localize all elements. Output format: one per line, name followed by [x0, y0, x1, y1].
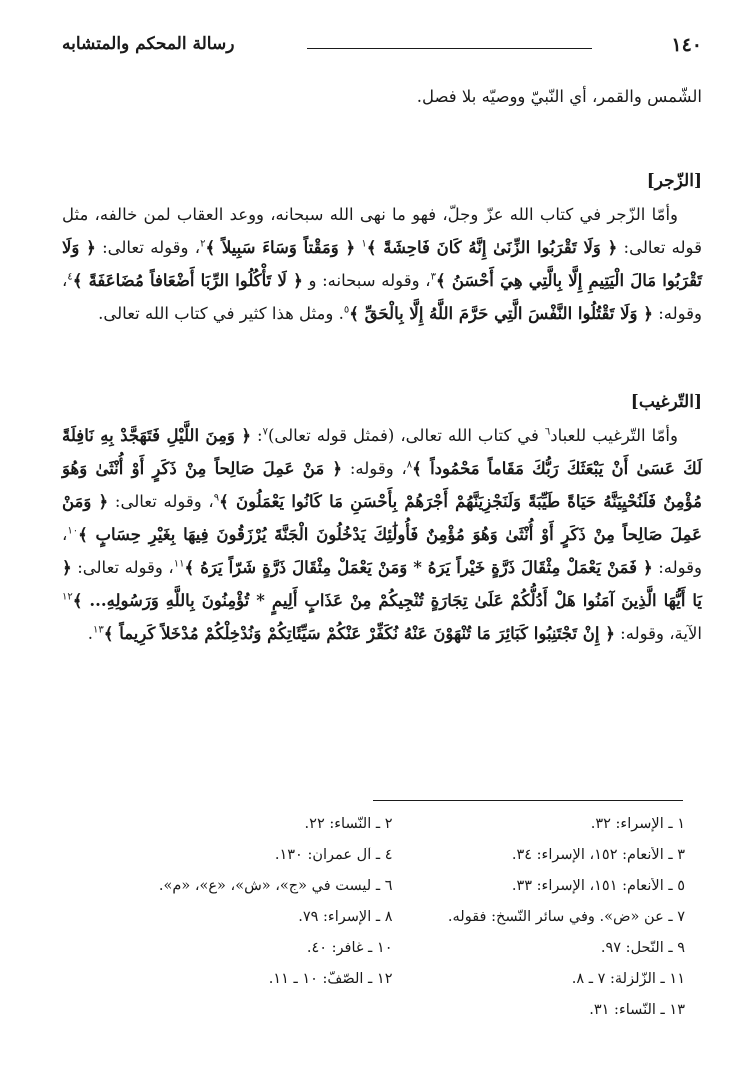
- quran-verse: ﴿ فَمَنْ يَعْمَلْ مِثْقَالَ ذَرَّةٍ خَيْراً يَرَهُ * وَمَنْ يَعْمَلْ مِثْقَالَ ذَرَّةٍ شَرّاً يَرَهُ ﴾: [185, 558, 653, 577]
- footnote-ref: ٣: [430, 271, 436, 283]
- footnote-ref: ٢: [200, 238, 206, 250]
- quran-verse: ﴿ يَا أَيُّهَا الَّذِينَ آمَنُوا هَلْ أَدُلُّكُمْ عَلَىٰ تِجَارَةٍ تُنْجِيكُمْ مِنْ عَذَابٍ أَلِيمٍ * تُؤْمِنُونَ بِاللَّهِ وَرَسُولِهِ... ﴾: [62, 558, 702, 610]
- zajr-text-5: . ومثل هذا كثير في كتاب الله تعالى.: [98, 304, 344, 323]
- main-text: [62, 80, 702, 650]
- quran-verse: ﴿ إِنْ تَجْتَنِبُوا كَبَائِرَ مَا تُنْهَوْنَ عَنْهُ نُكَفِّرْ عَنْكُمْ سَيِّئَاتِكُمْ وَنُدْخِلْكُمْ مُدْخَلاً كَرِيماً ﴾: [104, 624, 615, 643]
- targhib-text-6: ، وقوله تعالى:: [77, 558, 174, 577]
- quran-verse: ﴿ وَلَا تَقْرَبُوا الزِّنَىٰ إِنَّهُ كَانَ فَاحِشَةً ﴾: [367, 238, 617, 257]
- targhib-text-4: ، وقوله تعالى:: [114, 492, 214, 511]
- footnote-item: ١٣ ـ النّساء: ٣١.: [589, 1002, 685, 1018]
- footnote-ref: ٧: [262, 426, 268, 438]
- footnote-ref: ٩: [213, 492, 220, 504]
- footnote-item: ١ ـ الإسراء: ٣٢.: [590, 816, 685, 832]
- quran-verse: ﴿ لَا تَأْكُلُوا الرِّبَا أَضْعَافاً مُضَاعَفَةً ﴾: [73, 271, 303, 290]
- section-heading-targhib: [التّرغيب]: [630, 392, 702, 412]
- page-number: ١٤٠: [671, 34, 702, 56]
- quran-verse: ﴿ وَمِنَ اللَّيْلِ فَتَهَجَّدْ بِهِ نَافِلَةً لَكَ عَسَىٰ أَنْ يَبْعَثَكَ رَبُّكَ مَقَاماً مَحْمُوداً ﴾: [62, 426, 702, 478]
- targhib-colon: :: [257, 426, 263, 445]
- footnote-item: ٤ ـ آل عمران: ١٣٠.: [274, 847, 393, 863]
- footnote-ref: ١١: [173, 558, 185, 570]
- quran-verse: ﴿ مَنْ عَمِلَ صَالِحاً مِنْ ذَكَرٍ أَوْ أُنْثَىٰ وَهُوَ مُؤْمِنٌ فَلَنُحْيِيَنَّهُ حَيَاةً طَيِّبَةً وَلَنَجْزِيَنَّهُمْ أَجْرَهُمْ بِأَحْسَنِ مَا كَانُوا يَعْمَلُونَ ﴾: [62, 459, 702, 511]
- targhib-text-1: وأمّا التّرغيب للعباد: [550, 426, 678, 445]
- footnote-item: ١٠ ـ غافر: ٤٠.: [306, 940, 393, 956]
- zajr-text-3: ، وقوله سبحانه: و: [308, 271, 431, 290]
- footnote-ref: ١٣: [93, 624, 104, 636]
- footnote-ref: ٥: [343, 304, 350, 316]
- footnote-ref: ١٠: [67, 525, 79, 537]
- footnote-item: ٣ ـ الأنعام: ١٥٢، الإسراء: ٣٤.: [511, 847, 685, 863]
- footnote-item: ٨ ـ الإسراء: ٧٩.: [298, 909, 393, 925]
- footnote-item: ٦ ـ ليست في «ج»، «ش»، «ع»، «م».: [158, 878, 393, 894]
- zajr-text-1: وأمّا الزّجر في كتاب الله عزّ وجلّ، فهو ما نهى الله سبحانه، ووعد العقاب لمن خالفه، مثل قوله تعالى:: [62, 205, 702, 257]
- footnote-ref: ٦: [544, 426, 551, 438]
- targhib-text-7: الآية، وقوله:: [620, 624, 702, 643]
- footnote-item: ١١ ـ الزّلزلة: ٧ ـ ٨.: [571, 971, 685, 987]
- footnote-ref: ٨: [406, 459, 413, 471]
- page-header: [62, 34, 702, 60]
- footnote-item: ٧ ـ عن «ض». وفي سائر النّسخ: فقوله.: [447, 909, 685, 925]
- targhib-text-8: .: [87, 624, 94, 643]
- targhib-paragraph: [62, 419, 702, 650]
- targhib-text-2: في كتاب الله تعالى، (فمثل قوله تعالى): [267, 426, 539, 445]
- header-rule: [307, 48, 592, 49]
- footnote-rule: [373, 800, 683, 801]
- footnote-ref: ٤: [67, 271, 73, 283]
- zajr-text-2: ، وقوله تعالى:: [102, 238, 201, 257]
- footnote-item: ٥ ـ الأنعام: ١٥١، الإسراء: ٣٣.: [511, 878, 685, 894]
- zajr-paragraph: [62, 198, 702, 330]
- footnote-ref: ١٢: [62, 591, 73, 603]
- targhib-text-3: ، وقوله:: [349, 459, 407, 478]
- quran-verse: ﴿ وَلَا تَقْرَبُوا مَالَ الْيَتِيمِ إِلَّا بِالَّتِي هِيَ أَحْسَنُ ﴾: [62, 238, 702, 290]
- zajr-text-4: ، وقوله:: [62, 271, 702, 323]
- footnote-item: ٢ ـ النّساء: ٢٢.: [304, 816, 393, 832]
- footnote-item: ١٢ ـ الصّفّ: ١٠ ـ ١١.: [268, 971, 393, 987]
- quran-verse: ﴿ وَلَا تَقْتُلُوا النَّفْسَ الَّتِي حَرَّمَ اللَّهُ إِلَّا بِالْحَقِّ ﴾: [349, 304, 653, 323]
- section-heading-zajr: [الزّجر]: [646, 171, 702, 191]
- quran-verse: ﴿ وَمَقْتاً وَسَاءَ سَبِيلاً ﴾: [205, 238, 355, 257]
- intro-paragraph: الشّمس والقمر، أي النّبيّ ووصيّه بلا فصل.: [416, 87, 702, 106]
- running-title: رسالة المحكم والمتشابه: [62, 34, 235, 54]
- footnote-ref: ١: [361, 238, 367, 250]
- footnote-item: ٩ ـ النّحل: ٩٧.: [600, 940, 685, 956]
- targhib-text-5: ، وقوله:: [62, 525, 703, 577]
- quran-verse: ﴿ وَمَنْ عَمِلَ صَالِحاً مِنْ ذَكَرٍ أَوْ أُنْثَىٰ وَهُوَ مُؤْمِنٌ فَأُولَٰئِكَ يَدْخُلُونَ الْجَنَّةَ يُرْزَقُونَ فِيهَا بِغَيْرِ حِسَابٍ ﴾: [62, 492, 702, 544]
- footnotes: [100, 816, 685, 1033]
